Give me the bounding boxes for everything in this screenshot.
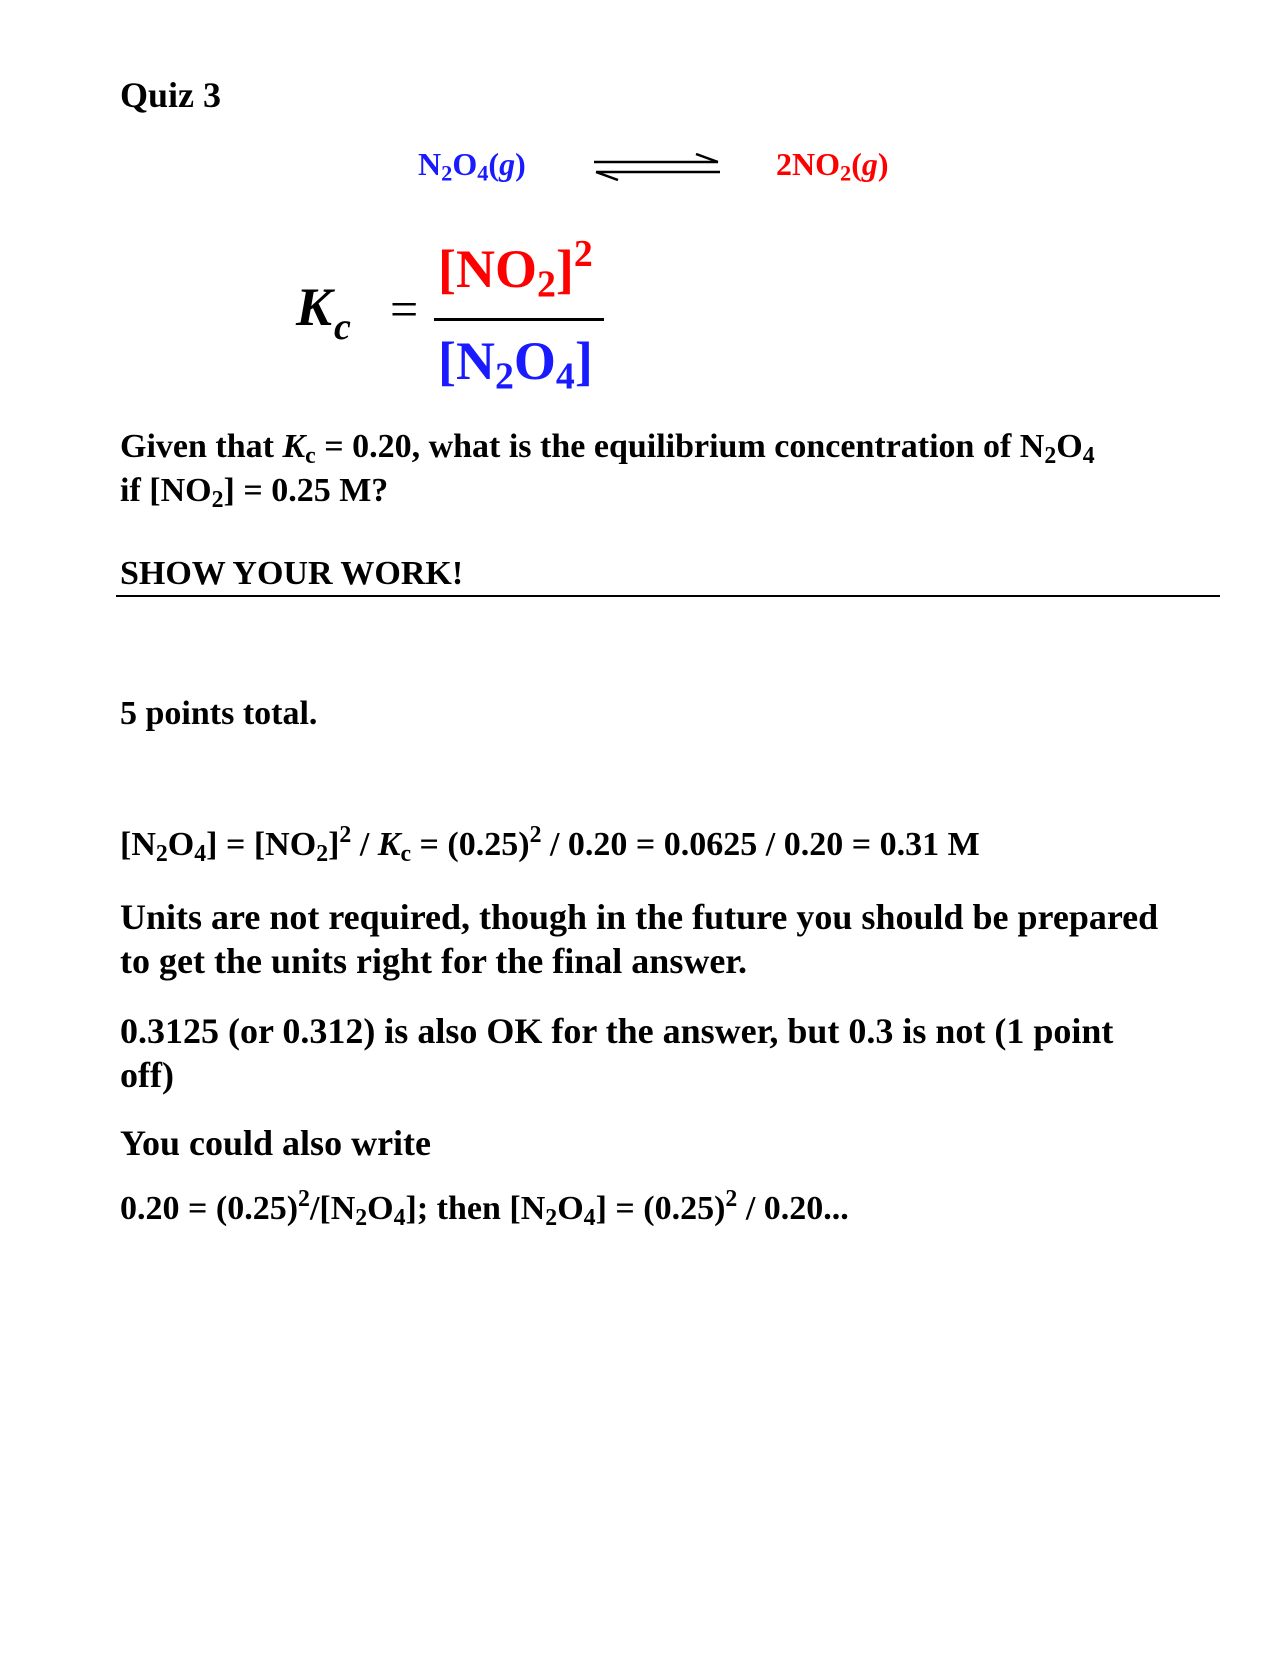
- work-divider: [116, 595, 1220, 597]
- question-line-2: if $[NO_2] = 0.25$ M?: [120, 472, 389, 513]
- alternative-equation: $0.20 = (0.25)^2/[N_2O_4]$; then $[N_2O_4] = (0.25)^2 / 0.20$...: [120, 1185, 849, 1231]
- kc-symbol: $K_c$: [296, 277, 351, 348]
- answer-equation: $[N_2O_4] = [NO_2]^2 / K_c = (0.25)^2 / 0.20 = 0.0625 / 0.20 = 0.31$ M: [120, 821, 980, 867]
- show-work-heading: SHOW YOUR WORK!: [120, 555, 464, 592]
- units-note-line-2: to get the units right for the final answer.: [120, 941, 747, 981]
- fraction-bar: [434, 318, 604, 321]
- quiz-title: Quiz 3: [120, 75, 222, 115]
- equals-sign: =: [390, 281, 419, 337]
- equilibrium-arrows-icon: [592, 153, 722, 181]
- units-note-line-1: Units are not required, though in the future you should be prepared: [120, 897, 1159, 937]
- points-total: 5 points total.: [120, 695, 318, 732]
- kc-denominator: $[N_2O_4]$: [438, 331, 593, 398]
- question-line-1: Given that $K_c = 0.20$, what is the equilibrium concentration of $N_2O_4$: [120, 428, 1095, 469]
- ok-note-line-1: 0.3125 (or 0.312) is also OK for the answer, but 0.3 is not (1 point: [120, 1011, 1114, 1051]
- also-write-text: You could also write: [120, 1123, 432, 1163]
- product-formula: $2NO_2(g)$: [776, 146, 889, 186]
- reactant-formula: $N_2O_4(g)$: [418, 146, 526, 186]
- kc-numerator: $[NO_2]^2$: [438, 233, 593, 306]
- ok-note-line-2: off): [120, 1055, 174, 1095]
